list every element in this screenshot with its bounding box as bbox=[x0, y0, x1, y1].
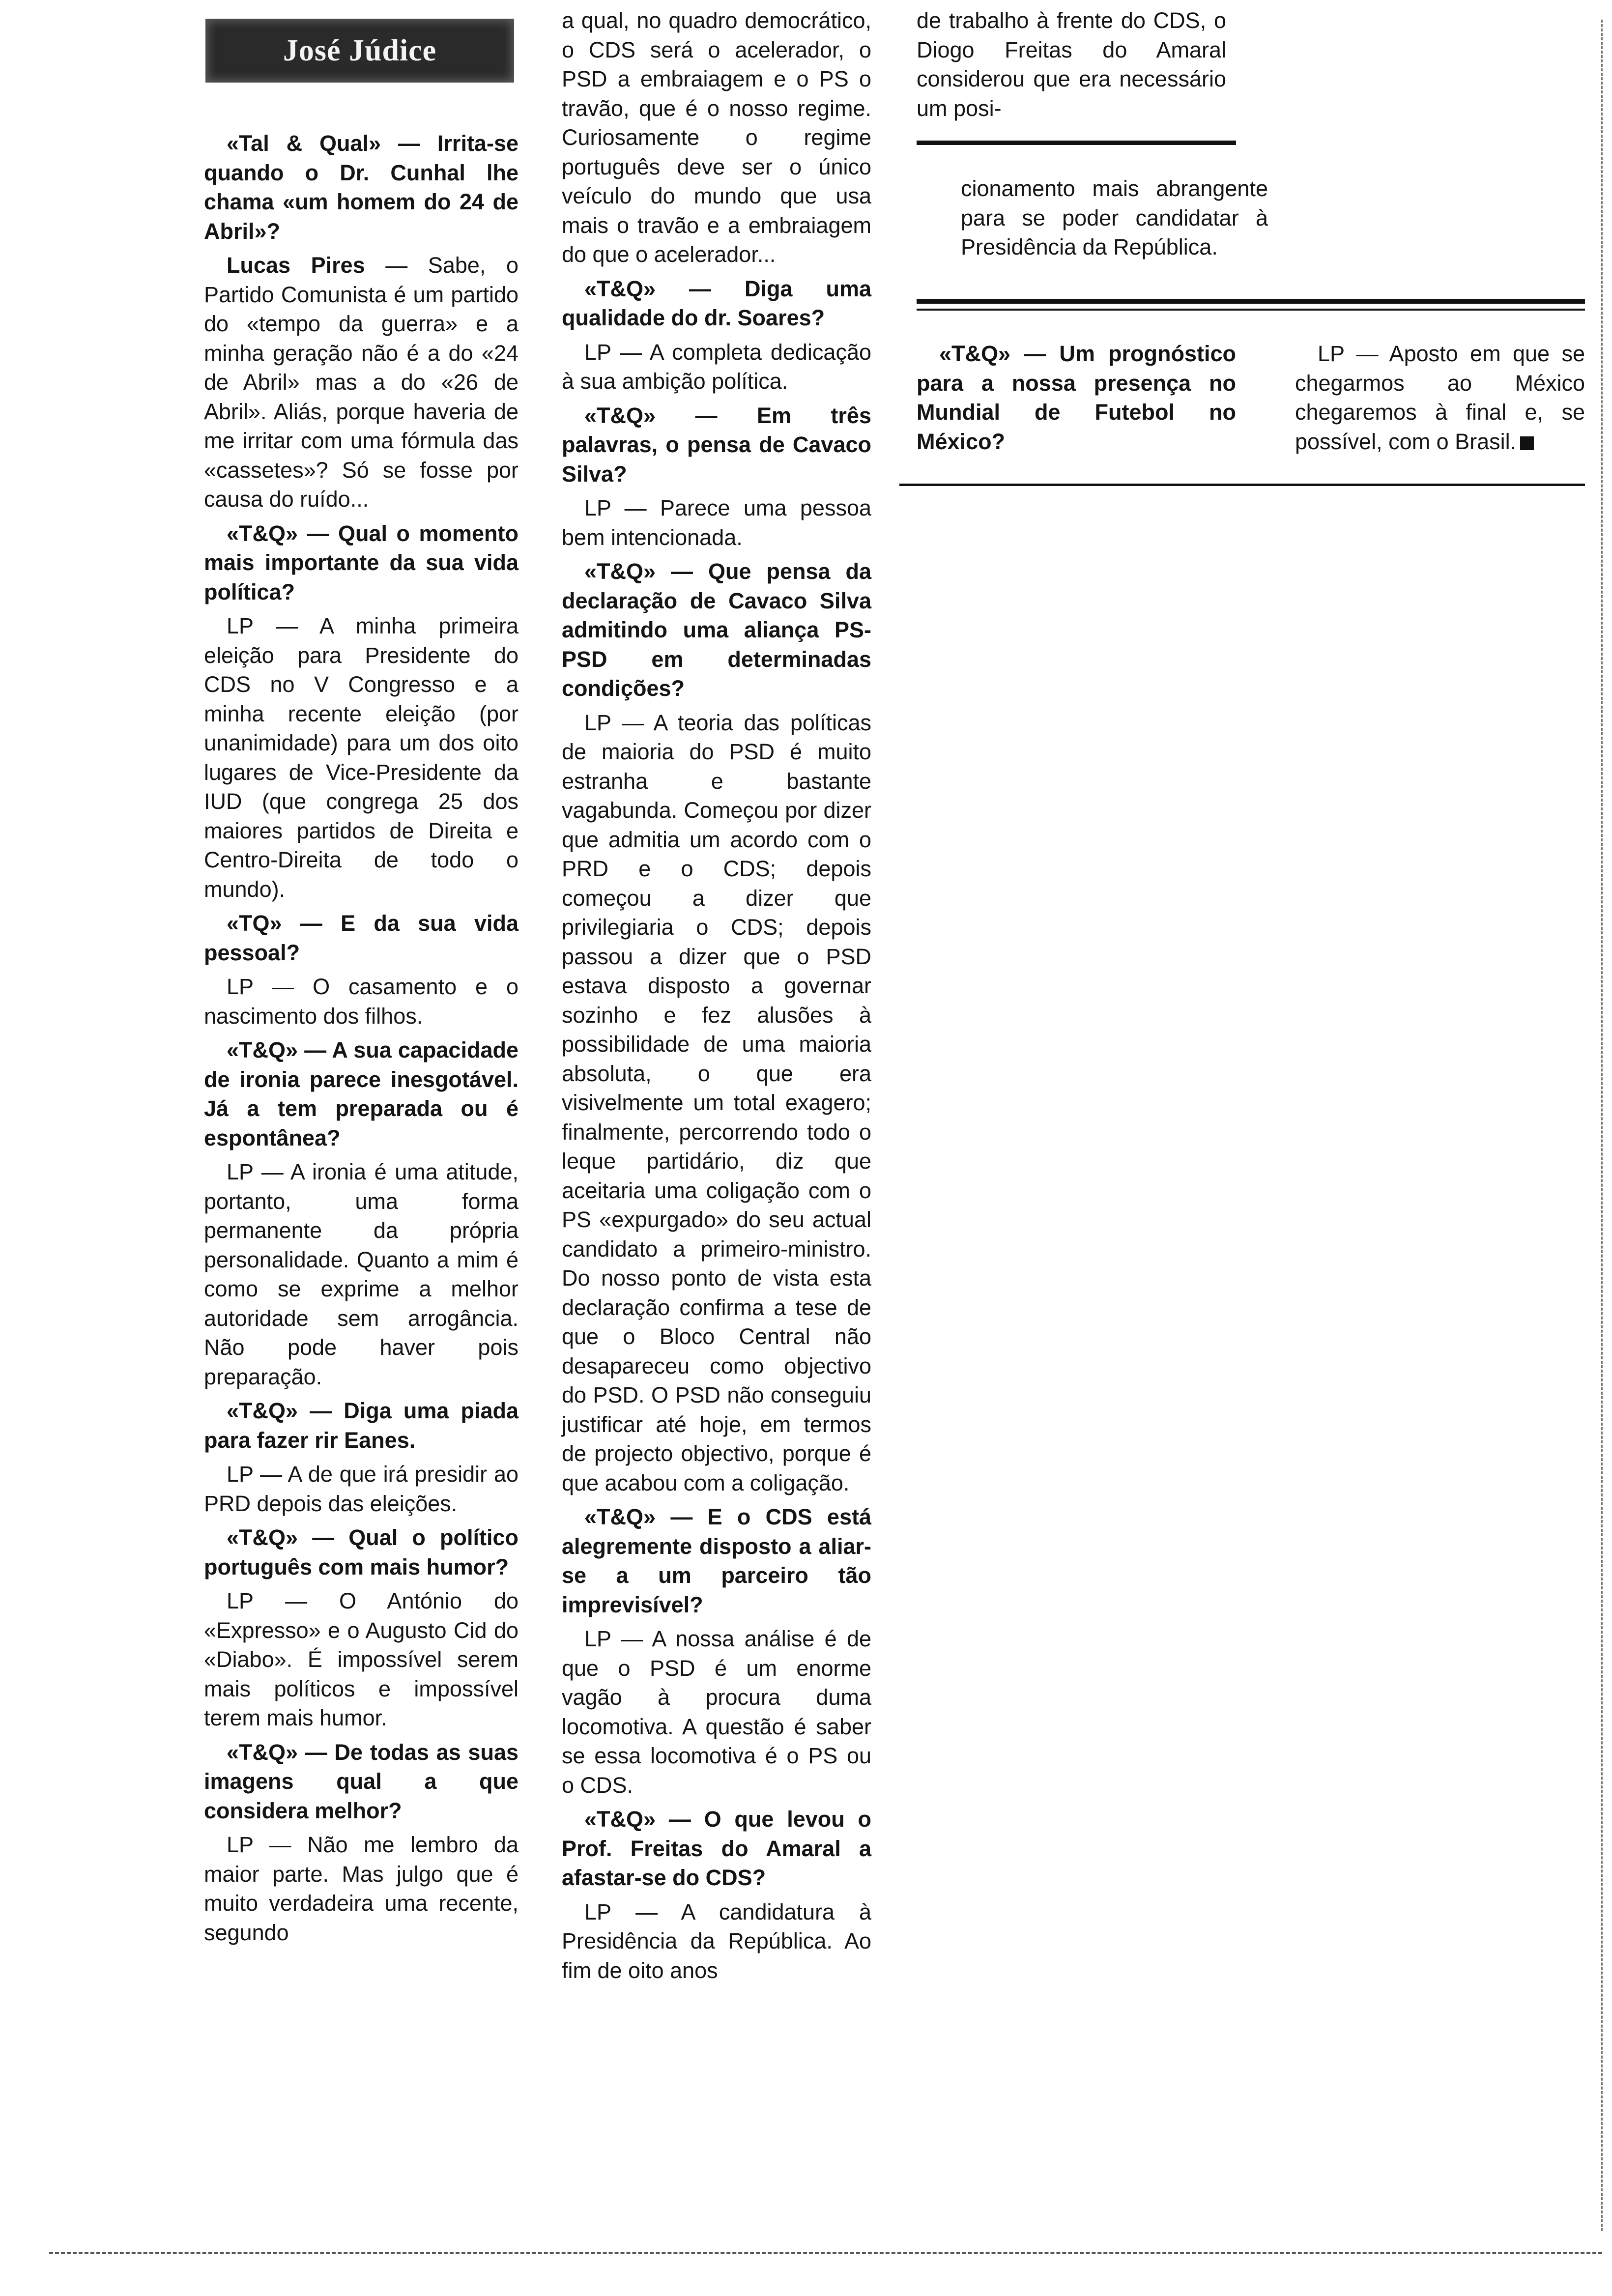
continued-paragraph: a qual, no quadro democrático, o CDS será o acelerador, o PSD a embraiagem e o PS o travão, que é o nosso regime. Curiosamente o regime português deve ser o único veículo do mundo que usa mais o travão e a embraiagem do que o acelerador... bbox=[562, 8, 871, 267]
column-1 bbox=[204, 129, 518, 1952]
byline-banner: José Júdice bbox=[205, 19, 514, 83]
question-paragraph: «T&Q» — De todas as suas imagens qual a que considera melhor? bbox=[204, 1739, 518, 1823]
answer-paragraph: LP — O António do «Expresso» e o Augusto Cid do «Diabo». É impossível serem mais políticos e impossível terem mais humor. bbox=[204, 1588, 518, 1730]
page-edge-dashes bbox=[49, 2252, 1602, 2254]
answer-paragraph: LP — Parece uma pessoa bem intencionada. bbox=[562, 495, 871, 550]
speaker-name: Lucas Pires bbox=[227, 253, 365, 278]
answer-paragraph: LP — A candidatura à Presidência da República. Ao fim de oito anos bbox=[562, 1899, 871, 1983]
final-answer bbox=[1295, 339, 1585, 461]
divider-rule-thin bbox=[917, 309, 1585, 311]
answer-paragraph: LP — Não me lembro da maior parte. Mas julgo que é muito verdadeira uma recente, segundo bbox=[204, 1832, 518, 1945]
answer-text: — Sabe, o Partido Comunista é um partido do «tempo da guerra» e a minha geração não é a do «24 de Abril» mas a do «26 de Abril». Aliás, porque haveria de me irritar com uma fórmula das «cassetes»? Só se fosse por causa do ruído... bbox=[204, 253, 518, 512]
question-paragraph: «T&Q» — Diga uma piada para fazer rir Eanes. bbox=[204, 1398, 518, 1453]
answer-paragraph bbox=[204, 251, 518, 514]
column-3-continued bbox=[961, 174, 1268, 267]
question-paragraph: «T&Q» — Um prognóstico para a nossa presença no Mundial de Futebol no México? bbox=[917, 341, 1236, 454]
page-edge-dashes bbox=[1601, 20, 1603, 2231]
divider-rule bbox=[917, 141, 1236, 145]
answer-paragraph: LP — A ironia é uma atitude, portanto, uma forma permanente da própria personalidade. Quanto a mim é como se exprime a melhor autoridade sem arrogância. Não pode haver pois preparação. bbox=[204, 1159, 518, 1389]
answer-paragraph: LP — A teoria das políticas de maioria do PSD é muito estranha e bastante vagabunda. Começou por dizer que admitia um acordo com o PRD e o CDS; depois começou a dizer que privilegiaria o CDS; depois passou a dizer que o PSD estava disposto a governar sozinho e fez alusões à possibilidade de uma maioria absoluta, o que era visivelmente um total exagero; finalmente, percorrendo todo o leque partidário, diz que aceitaria uma coligação com o PS «expurgado» do seu actual candidato a primeiro-ministro. Do nosso ponto de vista esta declaração confirma a tese de que o Bloco Central não desapareceu como objectivo do PSD. O PSD não conseguiu justificar até hoje, em termos de projecto objectivo, porque é que acabou com a coligação. bbox=[562, 710, 871, 1495]
question-paragraph: «T&Q» — Em três palavras, o pensa de Cavaco Silva? bbox=[562, 402, 871, 487]
answer-text: LP — Aposto em que se chegarmos ao México chegaremos à final e, se possível, com o Brasil. bbox=[1295, 341, 1585, 454]
question-paragraph: «T&Q» — Que pensa da declaração de Cavaco Silva admitindo uma aliança PS-PSD em determinadas condições? bbox=[562, 559, 871, 701]
final-question bbox=[917, 339, 1236, 461]
end-of-article-mark bbox=[1520, 436, 1534, 450]
question-paragraph: «T&Q» — Diga uma qualidade do dr. Soares? bbox=[562, 276, 871, 330]
answer-paragraph bbox=[1295, 339, 1585, 456]
question-paragraph: «TQ» — E da sua vida pessoal? bbox=[204, 911, 518, 965]
question-paragraph: «T&Q» — A sua capacidade de ironia parece inesgotável. Já a tem preparada ou é espontânea? bbox=[204, 1037, 518, 1150]
article-end-rule bbox=[899, 484, 1585, 486]
column-3-top bbox=[917, 6, 1226, 128]
question-paragraph: «T&Q» — Qual o político português com mais humor? bbox=[204, 1525, 518, 1579]
answer-paragraph: LP — A minha primeira eleição para Presidente do CDS no V Congresso e a minha recente eleição (por unanimidade) para um dos oito lugares de Vice-Presidente da IUD (que congrega 25 dos maiores partidos de Direita e Centro-Direita de todo o mundo). bbox=[204, 613, 518, 902]
question-paragraph: «T&Q» — E o CDS está alegremente disposto a aliar-se a um parceiro tão imprevisível? bbox=[562, 1504, 871, 1617]
answer-paragraph: LP — A nossa análise é de que o PSD é um enorme vagão à procura duma locomotiva. A questão é saber se essa locomotiva é o PS ou o CDS. bbox=[562, 1626, 871, 1798]
question-paragraph: «T&Q» — Qual o momento mais importante da sua vida política? bbox=[204, 520, 518, 604]
divider-rule-thick bbox=[917, 299, 1585, 304]
continued-paragraph: de trabalho à frente do CDS, o Diogo Freitas do Amaral considerou que era necessário um posi- bbox=[917, 8, 1226, 121]
continued-paragraph: cionamento mais abrangente para se poder candidatar à Presidência da República. bbox=[961, 176, 1268, 259]
answer-paragraph: LP — O casamento e o nascimento dos filhos. bbox=[204, 974, 518, 1029]
column-2 bbox=[562, 6, 871, 1990]
question-paragraph: «Tal & Qual» — Irrita-se quando o Dr. Cunhal lhe chama «um homem do 24 de Abril»? bbox=[204, 131, 518, 244]
answer-paragraph: LP — A de que irá presidir ao PRD depois das eleições. bbox=[204, 1462, 518, 1516]
answer-paragraph: LP — A completa dedicação à sua ambição política. bbox=[562, 339, 871, 394]
question-paragraph: «T&Q» — O que levou o Prof. Freitas do Amaral a afastar-se do CDS? bbox=[562, 1807, 871, 1890]
